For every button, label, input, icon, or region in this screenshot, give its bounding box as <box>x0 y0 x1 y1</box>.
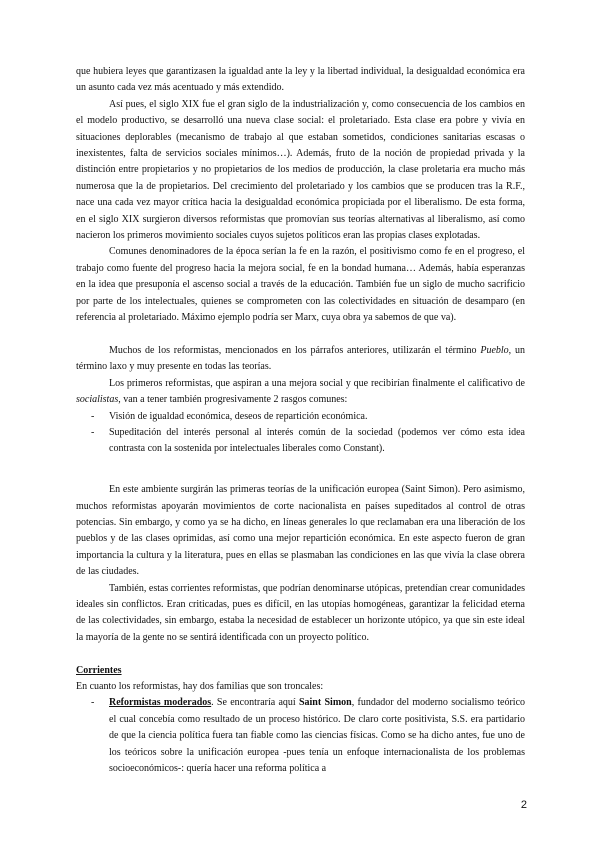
page-body <box>76 64 525 777</box>
page-number: 2 <box>520 799 527 811</box>
saint-simon-name: Saint Simon <box>298 697 352 709</box>
paragraph-4 <box>76 343 525 376</box>
paragraph-8: En cuanto los reformistas, hay dos familias que son troncales: <box>76 680 324 692</box>
section-heading: Corrientes <box>76 664 122 676</box>
paragraph-5-text: Los primeros reformistas, que aspiran a una mejora social y que recibirían finalmente el calificativo de <box>109 377 525 389</box>
list-item-text: Supeditación del interés personal al interés común de la sociedad (podemos ver cómo esta idea contrasta con la sostenida por intelectuales liberales como Constant). <box>109 426 525 455</box>
paragraph-5 <box>76 376 525 409</box>
paragraph-7: También, estas corrientes reformistas, que podrían denominarse utópicas, pretendían crear comunidades ideales sin conflictos. Eran criticadas, pues es difícil, en las utopías homogéneas, garantizar la felicidad eterna de las colectividades, sin embargo, estaba la necesidad de establecer un horizonte utópico, ya que sin este ideal la mayoría de la gente no se sentirá identificada con un proyecto político. <box>76 582 525 643</box>
term-socialistas: socialistas <box>76 394 119 406</box>
list-item-text-part: , fundador del moderno socialismo teórico el cual concebía como resultado de un proceso histórico. De claro corte positivista, S.S. era partidario de que la ciencia política fuera tan fiable como las ciencias físicas. Como se ha dicho antes, fue uno de los teóricos sobre la unificación europea -pues tenía un enfoque internacionalista de los problemas socioeconómicos-: quería hacer una reforma política a <box>109 697 526 775</box>
term-pueblo: Pueblo <box>480 344 509 356</box>
common-traits-list <box>76 409 525 458</box>
paragraph-1: que hubiera leyes que garantizasen la igualdad ante la ley y la libertad individual, la desigualdad económica era un asunto cada vez más acentuado y más extendido. <box>76 66 525 94</box>
paragraph-2: Así pues, el siglo XIX fue el gran siglo de la industrialización y, como consecuencia de los cambios en el modelo productivo, se desarrolló una nueva clase social: el proletariado. Esta clase era pobre y vivía en situaciones deplorables (mecanismo de trabajo al que estaban sometidos, condiciones sanitarias escasas o inexistentes, falta de servicios sociales mínimos…). Además, fruto de la noción de propiedad privada y la distinción entre propietarios y no propietarios de los medios de producción, la clase proletaria era mucho más numerosa que la de propietarios. Del crecimiento del proletariado y los cambios que se producen tras la R.F., nace una cada vez mayor crítica hacia la desigualdad económica propiciada por el liberalismo. De esta forma, en el siglo XIX surgieron diversos reformistas que promovían sus teorías alternativas al liberalismo, así como nacieron los primeros movimiento sociales cuyos sujetos políticos eran las propias clases explotadas. <box>76 98 525 242</box>
list-item: - Reformistas moderados. Se encontraría aquí Saint Simon, fundador del moderno socialismo teórico el cual concebía como resultado de un proceso histórico. De claro corte positivista, S.S. era partidario de que la ciencia política fuera tan fiable como las ciencias físicas. Como se ha dicho antes, fue uno de los teóricos sobre la unificación europea -pues tenía un enfoque internacionalista de los problemas socioeconómicos-: quería hacer una reforma política a <box>91 697 526 775</box>
list-item: - Supeditación del interés personal al interés común de la sociedad (podemos ver cómo esta idea contrasta con la sostenida por intelectuales liberales como Constant). <box>91 426 525 455</box>
paragraph-3: Comunes denominadores de la época serían la fe en la razón, el positivismo como fe en el progreso, el trabajo como fuente del progreso hacia la mejora social, fe en la bondad humana… Además, había esperanzas en la idea que presuponía el ascenso social a través de la educación. También fue un siglo de mucho sacrificio por parte de los intelectuales, quienes se comprometen con las colectividades en situación de desamparo (en referencia al proletariado. Máximo ejemplo podría ser Marx, cuya obra ya sabemos de que va). <box>76 246 525 324</box>
paragraph-4-text-end: , un término laxo y muy presente en todas las teorías. <box>76 344 525 373</box>
reformistas-moderados-label: Reformistas moderados <box>109 697 212 709</box>
reformist-families-list <box>76 695 525 777</box>
list-item-text: Visión de igualdad económica, deseos de repartición económica. <box>109 410 368 422</box>
list-item-text-part: . Se encontraría aquí <box>211 697 299 709</box>
paragraph-6: En este ambiente surgirán las primeras teorías de la unificación europea (Saint Simon). Pero asimismo, muchos reformistas apoyarán movimientos de corte nacionalista en países supeditados al control de otras potencias. Sin embargo, y como ya se ha dicho, en líneas generales lo que reclamaban era una liberación de los pueblos y de las clases oprimidas, así como una mejor repartición económica. En este aspecto fueron de gran importancia la cultura y la literatura, pues en ellas se plasmaban las condiciones en las que vivía la clase obrera de las ciudades. <box>76 484 525 578</box>
paragraph-5-text-end: , van a tener también progresivamente 2 rasgos comunes: <box>118 394 348 406</box>
paragraph-4-text: Muchos de los reformistas, mencionados en los párrafos anteriores, utilizarán el término <box>109 344 481 356</box>
list-item: - Visión de igualdad económica, deseos de repartición económica. <box>91 410 368 422</box>
list-item-text <box>109 697 525 774</box>
